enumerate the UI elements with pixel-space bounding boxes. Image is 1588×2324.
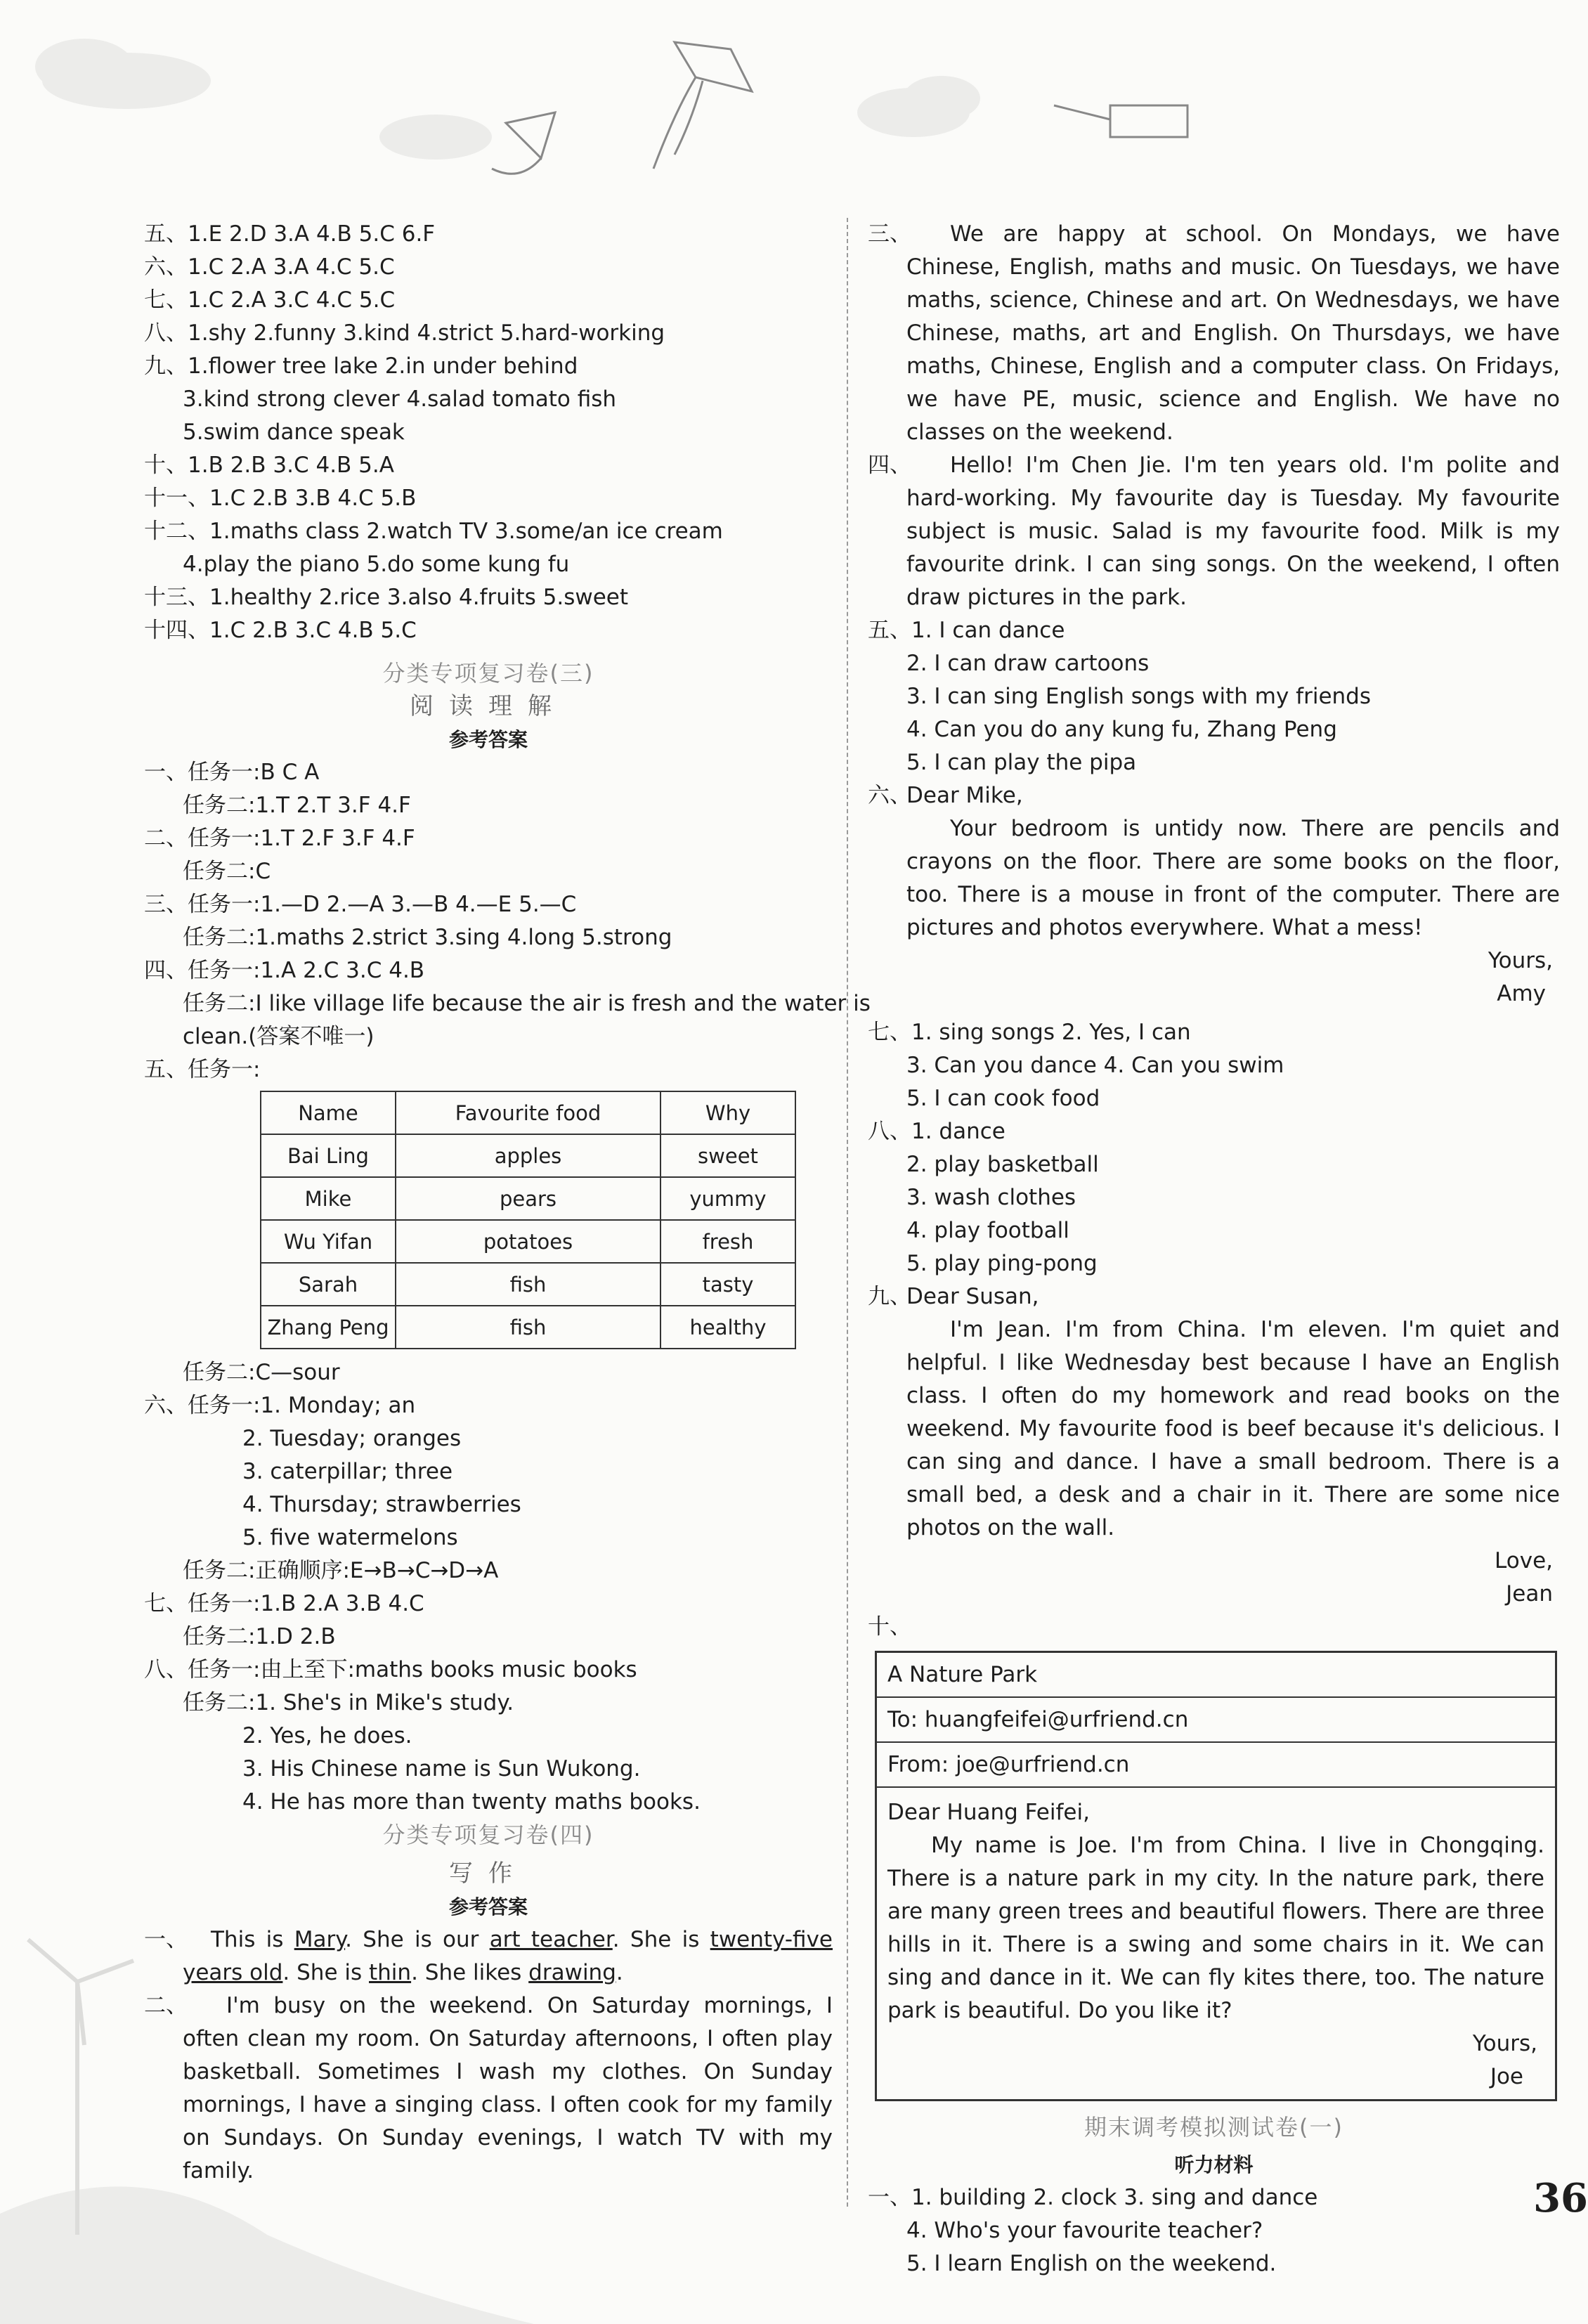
table-cell: Zhang Peng [261, 1306, 396, 1349]
section-title: 期末调考模拟测试卷(一) [1084, 2114, 1343, 2141]
table-cell: apples [396, 1134, 660, 1177]
table-cell: fresh [660, 1220, 795, 1263]
answer-line: 二、任务一:1.T 2.F 3.F 4.F [144, 826, 415, 851]
answer-line: 任务二:C [183, 859, 271, 884]
answer-line: 三、任务一:1.—D 2.—A 3.—B 4.—E 5.—C [144, 892, 577, 917]
question-number: 九、 [868, 1284, 911, 1309]
answer-list-8 [868, 1115, 1560, 1280]
reading-answers [144, 756, 871, 1086]
kite-icon [653, 42, 752, 169]
kite-icon [1054, 105, 1187, 137]
section-title: 分类专项复习卷(四) [382, 1822, 594, 1848]
answer-line: 五、1.E 2.D 3.A 4.B 5.C 6.F [144, 221, 436, 247]
question-number: 二、 [144, 1993, 188, 2018]
answer-list-5 [868, 614, 1560, 779]
answer-line: 5. five watermelons [242, 1525, 458, 1550]
answer-line: 一、1. building 2. clock 3. sing and dance [868, 2185, 1318, 2210]
question-number: 六、 [868, 783, 911, 808]
answer-label: 参考答案 [448, 1895, 528, 1919]
section-subtitle: 写作 [449, 1859, 528, 1888]
table-header: Why [660, 1091, 795, 1134]
answer-letter-6: 六、 Dear Mike, Your bedroom is untidy now. There are pencils and crayons on the floor. There are some books on the floor, too. There is a mouse in front of the computer. There are pictures and photos everywhere. What a mess! Yours, Amy [868, 779, 1560, 1011]
table-cell: Mike [261, 1177, 396, 1220]
answer-line: 十二、1.maths class 2.watch TV 3.some/an ice cream [144, 519, 723, 544]
writing-answer-2: 二、 I'm busy on the weekend. On Saturday mornings, I often clean my room. On Saturday afternoons, I often play basketball. Sometimes I wash my clothes. On Sunday mornings, I have a singing class. I often cook for my family on Sundays. On Sunday evenings, I watch TV with my family. [144, 1989, 833, 2188]
table-row [261, 1306, 795, 1349]
table-row [261, 1177, 795, 1220]
right-column [868, 218, 1560, 2280]
answer-line: 六、任务一:1. Monday; an [144, 1393, 416, 1418]
answer-line: 3. Can you dance 4. Can you swim [906, 1053, 1284, 1078]
section-subtitle: 阅读理解 [410, 692, 567, 720]
answer-line: 十四、1.C 2.B 3.C 4.B 5.C [144, 618, 417, 643]
table-cell: potatoes [396, 1220, 660, 1263]
page-number: 36 [1533, 2175, 1588, 2221]
answer-line: clean.(答案不唯一) [183, 1024, 375, 1049]
answer-line: 3. caterpillar; three [242, 1459, 453, 1484]
listening-label: 听力材料 [1174, 2153, 1254, 2176]
reading-answers-2 [144, 1356, 833, 1819]
left-column [144, 218, 871, 2188]
answer-list-7 [868, 1016, 1560, 1115]
answer-line: 3. wash clothes [906, 1185, 1076, 1210]
answer-line: 4. play football [906, 1218, 1069, 1243]
email-to: To: huangfeifei@urfriend.cn [877, 1698, 1555, 1743]
answer-line: 十三、1.healthy 2.rice 3.also 4.fruits 5.sweet [144, 585, 629, 610]
answer-line: 5. play ping-pong [906, 1251, 1098, 1276]
listening-list [868, 2181, 1560, 2280]
answer-letter-9: 九、 Dear Susan, I'm Jean. I'm from China. I'm eleven. I'm quiet and helpful. I like Wednesday best because I have an English class. I often do my homework and read books on the weekend. My favourite food is beef because it's delicious. I can sing and dance. I have a small bedroom. There is a small bed, a desk and a chair in it. There are some nice photos on the wall. Love, Jean [868, 1280, 1560, 1611]
answer-line: 5.swim dance speak [183, 420, 405, 445]
table-cell: fish [396, 1306, 660, 1349]
table-cell: tasty [660, 1263, 795, 1306]
answer-line: 八、1. dance [868, 1119, 1005, 1144]
answer-line: 七、1.C 2.A 3.C 4.C 5.C [144, 287, 396, 313]
answer-line: 五、任务一: [144, 1057, 261, 1082]
answer-line: 八、任务一:由上至下:maths books music books [144, 1657, 637, 1682]
table-cell: Wu Yifan [261, 1220, 396, 1263]
answers-top [144, 218, 833, 647]
question-number: 十、 [868, 1614, 911, 1640]
table-cell: yummy [660, 1177, 795, 1220]
writing-answer-1: 一、 This is Mary. She is our art teacher. She is twenty-five years old. She is thin. She likes drawing. [144, 1923, 833, 1989]
email-from: From: joe@urfriend.cn [877, 1743, 1555, 1788]
section-title: 分类专项复习卷(三) [382, 660, 594, 687]
answer-line: 任务二:I like village life because the air is fresh and the water is [183, 991, 871, 1016]
table-cell: healthy [660, 1306, 795, 1349]
answer-line: 七、任务一:1.B 2.A 3.B 4.C [144, 1591, 424, 1616]
answer-line: 任务二:1. She's in Mike's study. [183, 1690, 514, 1715]
question-number: 四、 [868, 453, 911, 478]
table-cell: Sarah [261, 1263, 396, 1306]
answer-line: 2. play basketball [906, 1152, 1099, 1177]
answer-line: 4. Who's your favourite teacher? [906, 2218, 1263, 2243]
answer-line: 2. Tuesday; oranges [242, 1426, 462, 1451]
table-header-row [261, 1091, 795, 1134]
table-row [261, 1220, 795, 1263]
question-number: 三、 [868, 221, 911, 247]
table-cell: fish [396, 1263, 660, 1306]
answer-line: 任务二:1.T 2.T 3.F 4.F [183, 793, 411, 818]
answer-line: 5. I learn English on the weekend. [906, 2251, 1277, 2276]
answer-line: 任务二:C—sour [183, 1360, 340, 1385]
answer-line: 3. His Chinese name is Sun Wukong. [242, 1756, 641, 1781]
answer-line: 任务二:1.D 2.B [183, 1624, 336, 1649]
table-cell: sweet [660, 1134, 795, 1177]
answer-line: 八、1.shy 2.funny 3.kind 4.strict 5.hard-working [144, 320, 665, 346]
table-cell: pears [396, 1177, 660, 1220]
answer-line: 4. He has more than twenty maths books. [242, 1789, 701, 1815]
answer-line: 五、1. I can dance [868, 618, 1065, 643]
answer-line: 3. I can sing English songs with my friends [906, 684, 1371, 709]
table-header: Name [261, 1091, 396, 1134]
answer-paragraph-4: 四、 Hello! I'm Chen Jie. I'm ten years old. I'm polite and hard-working. My favourite day is Tuesday. My favourite subject is music. Salad is my favourite food. Milk is my favourite drink. I can sing songs. On the weekend, I often draw pictures in the park. [868, 449, 1560, 614]
question-number: 一、 [144, 1927, 188, 1952]
answer-line: 任务二:1.maths 2.strict 3.sing 4.long 5.strong [183, 925, 672, 950]
answer-line: 任务二:正确顺序:E→B→C→D→A [183, 1558, 499, 1583]
answer-line: 2. Yes, he does. [242, 1723, 412, 1748]
answer-line: 2. I can draw cartoons [906, 651, 1150, 676]
email-subject: A Nature Park [877, 1653, 1555, 1698]
answer-line: 四、任务一:1.A 2.C 3.C 4.B [144, 958, 425, 983]
answer-line: 4.play the piano 5.do some kung fu [183, 552, 570, 577]
answer-label: 参考答案 [448, 728, 528, 751]
answer-line: 一、任务一:B C A [144, 760, 320, 785]
answer-line: 六、1.C 2.A 3.A 4.C 5.C [144, 254, 395, 280]
favourite-food-table [260, 1091, 796, 1349]
header-decoration [0, 0, 1588, 183]
table-header: Favourite food [396, 1091, 660, 1134]
answer-paragraph-3: 三、 We are happy at school. On Mondays, we have Chinese, English, maths and music. On Tuesdays, we have maths, science, Chinese and art. On Wednesdays, we have Chinese, maths, art and English. On Thursdays, we have maths, Chinese, English and a computer class. On Fridays, we have PE, music, science and English. We have no classes on the weekend. [868, 218, 1560, 449]
table-row [261, 1134, 795, 1177]
answer-line: 4. Thursday; strawberries [242, 1492, 521, 1517]
answer-line: 4. Can you do any kung fu, Zhang Peng [906, 717, 1337, 742]
table-row [261, 1263, 795, 1306]
table-cell: Bai Ling [261, 1134, 396, 1177]
answer-line: 5. I can play the pipa [906, 750, 1137, 775]
answer-line: 十一、1.C 2.B 3.B 4.C 5.B [144, 486, 417, 511]
email-box [875, 1651, 1557, 2101]
answer-line: 九、1.flower tree lake 2.in under behind [144, 353, 578, 379]
answer-line: 十、1.B 2.B 3.C 4.B 5.A [144, 453, 394, 478]
answer-line: 七、1. sing songs 2. Yes, I can [868, 1020, 1191, 1045]
email-body: Dear Huang Feifei, My name is Joe. I'm from China. I live in Chongqing. There is a nature park in my city. In the nature park, there are many green trees and beautiful flowers. There are three hills in it. There is a swing and some chairs in it. We can sing and dance in it. We can fly kites there, too. The nature park is beautiful. Do you like it? Yours, Joe [887, 1800, 1544, 2089]
answer-line: 3.kind strong clever 4.salad tomato fish [183, 387, 617, 412]
kite-icon [492, 112, 555, 174]
column-divider [847, 218, 848, 2207]
answer-line: 5. I can cook food [906, 1086, 1100, 1111]
